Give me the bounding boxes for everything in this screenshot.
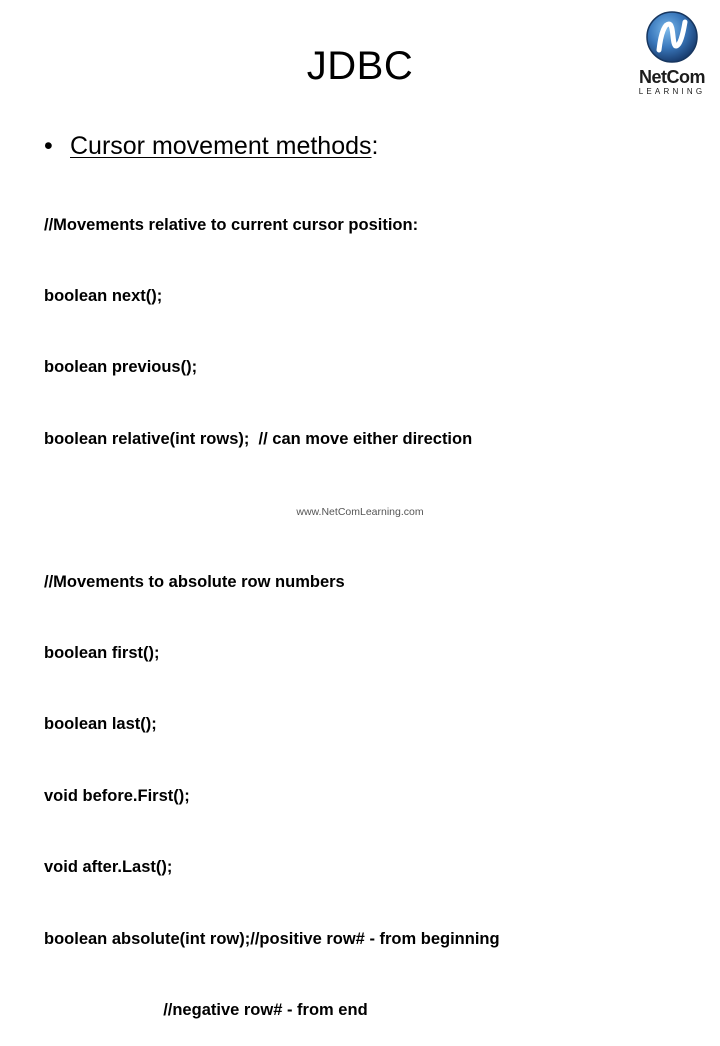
bullet-symbol: • bbox=[44, 132, 53, 160]
code-line: boolean next(); bbox=[44, 286, 163, 305]
bullet-item bbox=[44, 130, 378, 162]
logo-brand-text: NetCom bbox=[638, 67, 705, 87]
code-line: //Movements to absolute row numbers bbox=[44, 572, 345, 591]
globe-icon bbox=[645, 10, 699, 64]
code-line: boolean absolute(int row);//positive row# - from beginning bbox=[44, 929, 500, 948]
slide-title: JDBC bbox=[306, 44, 414, 88]
netcom-logo bbox=[632, 10, 712, 96]
code-line: void before.First(); bbox=[44, 786, 190, 805]
logo-tagline: LEARNING bbox=[638, 87, 706, 96]
bullet-text: Cursor movement methods bbox=[70, 132, 372, 160]
code-line: void after.Last(); bbox=[44, 858, 173, 877]
footer-url: www.NetComLearning.com bbox=[296, 506, 424, 518]
code-line: boolean previous(); bbox=[44, 358, 198, 377]
code-line: //negative row# - from end bbox=[44, 1000, 368, 1019]
bullet-suffix: : bbox=[371, 132, 379, 160]
code-line: //Movements relative to current cursor position: bbox=[44, 215, 419, 234]
code-block bbox=[44, 166, 500, 1046]
code-line: boolean relative(int rows); // can move either direction bbox=[44, 429, 473, 448]
code-line: boolean first(); bbox=[44, 643, 160, 662]
code-line: boolean last(); bbox=[44, 715, 157, 734]
